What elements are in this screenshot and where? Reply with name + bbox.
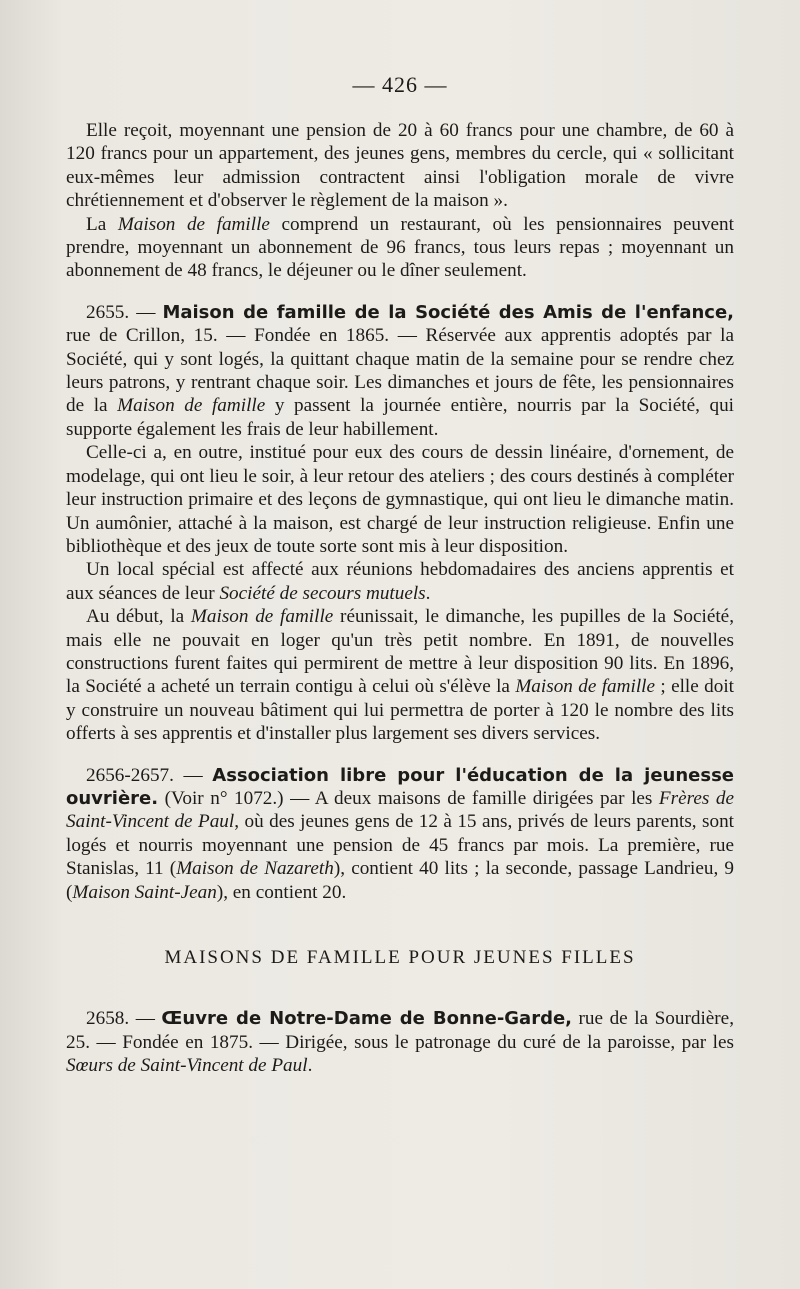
entry-title: Maison de famille de la Société des Amis de l'enfance, <box>162 301 734 323</box>
entry-number: 2656-2657. — <box>86 764 213 786</box>
paragraph-history: Au début, la Maison de famille réunissait, le dimanche, les pupilles de la Société, mais elle ne pouvait en loger qu'un très petit nombre. En 1891, de nouvelles constructions furent faites qui permirent de mettre à leur disposition 90 lits. En 1896, la Société a acheté un terrain contigu à celui où s'élève la Maison de famille ; elle doit y construire un nouveau bâtiment qui lui permettra de porter à 120 le nombre des lits offerts à ses apprentis et d'installer plus largement ses divers services. <box>66 606 734 745</box>
paragraph-restaurant: La Maison de famille comprend un restaurant, où les pensionnaires peuvent prendre, moyennant un abonnement de 96 francs, tous leurs repas ; moyennant un abonnement de 48 francs, le déjeuner ou le dîner seulement. <box>66 213 734 282</box>
entry-number: 2655. — <box>86 301 163 323</box>
paragraph-courses: Celle-ci a, en outre, institué pour eux des cours de dessin linéaire, d'ornement, de modelage, qui ont lieu le soir, à leur retour des ateliers ; des cours destinés à compléter leur instruction primaire et des leçons de gymnastique, qui ont lieu le dimanche matin. Un aumônier, attaché à la maison, est chargé de leur instruction religieuse. Enfin une bibliothèque et des jeux de toute sorte sont mis à leur disposition. <box>66 442 734 557</box>
body-text <box>66 119 734 1078</box>
section-title: MAISONS DE FAMILLE POUR JEUNES FILLES <box>164 947 636 968</box>
page-number: — 426 — <box>352 72 448 97</box>
entry-title: Association libre pour l'éducation de la jeunesse ouvrière. <box>66 764 735 809</box>
entry-title: Œuvre de Notre-Dame de Bonne-Garde, <box>161 1008 573 1030</box>
paragraph-local: Un local spécial est affecté aux réunions hebdomadaires des anciens apprentis et aux séances de leur Société de secours mutuels. <box>66 559 734 604</box>
entry-2658: 2658. — Œuvre de Notre-Dame de Bonne-Garde, rue de la Sourdière, 25. — Fondée en 1875. — Dirigée, sous le patronage du curé de la paroisse, par les Sœurs de Saint-Vincent de Paul. <box>66 1008 734 1077</box>
entry-2656-2657: 2656-2657. — Association libre pour l'éducation de la jeunesse ouvrière. (Voir n° 1072.) — A deux maisons de famille dirigées par les Frères de Saint-Vincent de Paul, où des jeunes gens de 12 à 15 ans, privés de leurs parents, sont logés et nourris moyennant une pension de 45 francs par mois. La première, rue Stanislas, 11 (Maison de Nazareth), contient 40 lits ; la seconde, passage Landrieu, 9 (Maison Saint-Jean), en contient 20. <box>66 764 735 903</box>
entry-2655: 2655. — Maison de famille de la Société des Amis de l'enfance, rue de Crillon, 15. — Fondée en 1865. — Réservée aux apprentis adoptés par la Société, qui y sont logés, la quittant chaque matin de la semaine pour se rendre chez leurs patrons, y rentrant chaque soir. Les dimanches et jours de fête, les pensionnaires de la Maison de famille y passent la journée entière, nourris par la Société, qui supporte également les frais de leur habillement. <box>66 301 734 440</box>
entry-number: 2658. — <box>86 1008 162 1030</box>
paragraph-pension: Elle reçoit, moyennant une pension de 20 à 60 francs pour une chambre, de 60 à 120 francs pour un appartement, des jeunes gens, membres du cercle, qui « sollicitant eux-mêmes leur admission contractent ainsi l'obligation morale de vivre chrétiennement et d'observer le règlement de la maison ». <box>66 120 734 212</box>
